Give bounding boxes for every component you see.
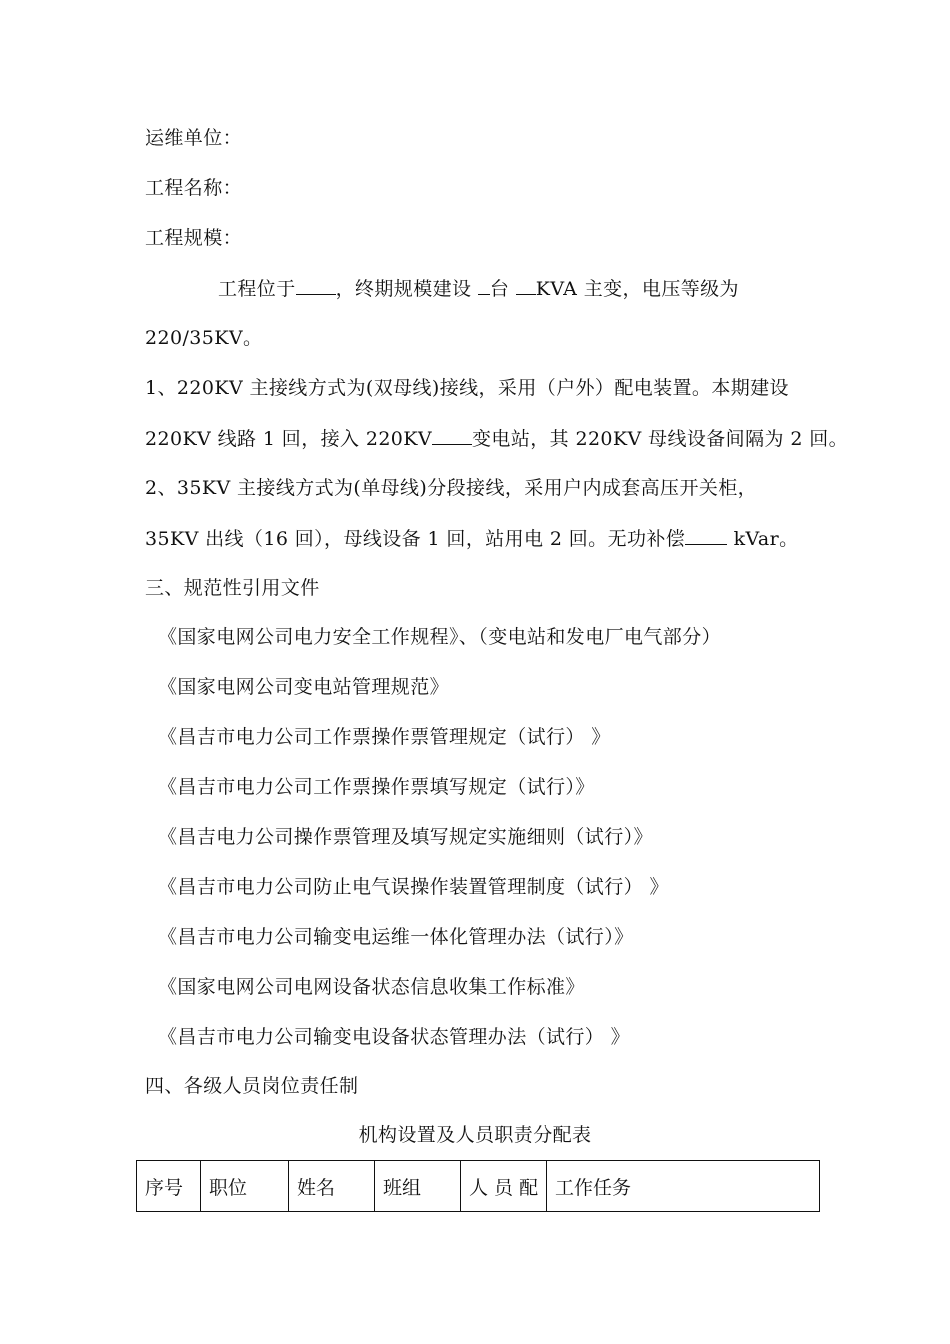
header-team: 班组 <box>375 1161 461 1212</box>
scale-text-unit: 台 <box>489 278 510 300</box>
reference-item: 《国家电网公司电网设备状态信息收集工作标准》 <box>158 976 585 998</box>
header-index: 序号 <box>137 1161 201 1212</box>
reference-item: 《昌吉电力公司操作票管理及填写规定实施细则（试行）》 <box>158 826 653 848</box>
field-project-scale: 工程规模： <box>145 227 243 249</box>
reference-item: 《昌吉市电力公司防止电气误操作装置管理制度（试行） 》 <box>158 876 669 898</box>
blank-capacity <box>516 276 536 295</box>
item2-text-a: 35KV 出线（16 回），母线设备 1 回，站用电 2 回。无功补偿 <box>145 528 686 550</box>
reference-item: 《昌吉市电力公司输变电设备状态管理办法（试行） 》 <box>158 1026 631 1048</box>
table-header-row <box>137 1161 820 1212</box>
item2-line1: 2、35KV 主接线方式为(单母线)分段接线，采用户内成套高压开关柜， <box>145 477 758 499</box>
header-name: 姓名 <box>289 1161 375 1212</box>
scale-text-voltage: KVA 主变，电压等级为 <box>535 278 739 300</box>
item1-line2 <box>145 426 848 451</box>
blank-unit-count <box>478 276 490 295</box>
section3-heading: 三、规范性引用文件 <box>145 577 320 599</box>
scale-text-build: ，终期规模建设 <box>335 278 472 300</box>
item2-text-b: kVar。 <box>733 528 799 550</box>
table-caption: 机构设置及人员职责分配表 <box>358 1124 592 1146</box>
reference-item: 《昌吉市电力公司工作票操作票管理规定（试行） 》 <box>158 726 611 748</box>
blank-compensation <box>685 526 727 545</box>
reference-item: 《昌吉市电力公司工作票操作票填写规定（试行）》 <box>158 776 595 798</box>
item1-line1: 1、220KV 主接线方式为(双母线)接线，采用（户外）配电装置。本期建设 <box>145 377 789 399</box>
header-task: 工作任务 <box>547 1161 820 1212</box>
field-maintenance-unit: 运维单位： <box>145 127 243 149</box>
blank-substation <box>432 426 472 445</box>
item1-text-a: 220KV 线路 1 回，接入 220KV <box>145 428 433 450</box>
field-project-name: 工程名称： <box>145 177 243 199</box>
scale-paragraph-line2: 220/35KV。 <box>145 327 263 349</box>
header-staffing: 人 员 配 <box>461 1161 547 1212</box>
reference-item: 《国家电网公司电力安全工作规程》、（变电站和发电厂电气部分） <box>158 626 722 648</box>
item1-text-b: 变电站，其 220KV 母线设备间隔为 2 回。 <box>472 428 849 450</box>
blank-location <box>296 276 336 295</box>
scale-paragraph-line1 <box>218 276 739 301</box>
scale-text-location: 工程位于 <box>218 278 296 300</box>
item2-line2 <box>145 526 799 551</box>
header-position: 职位 <box>201 1161 289 1212</box>
section4-heading: 四、各级人员岗位责任制 <box>145 1075 359 1097</box>
reference-item: 《昌吉市电力公司输变电运维一体化管理办法（试行）》 <box>158 926 634 948</box>
duty-table <box>136 1160 820 1212</box>
reference-item: 《国家电网公司变电站管理规范》 <box>158 676 450 698</box>
